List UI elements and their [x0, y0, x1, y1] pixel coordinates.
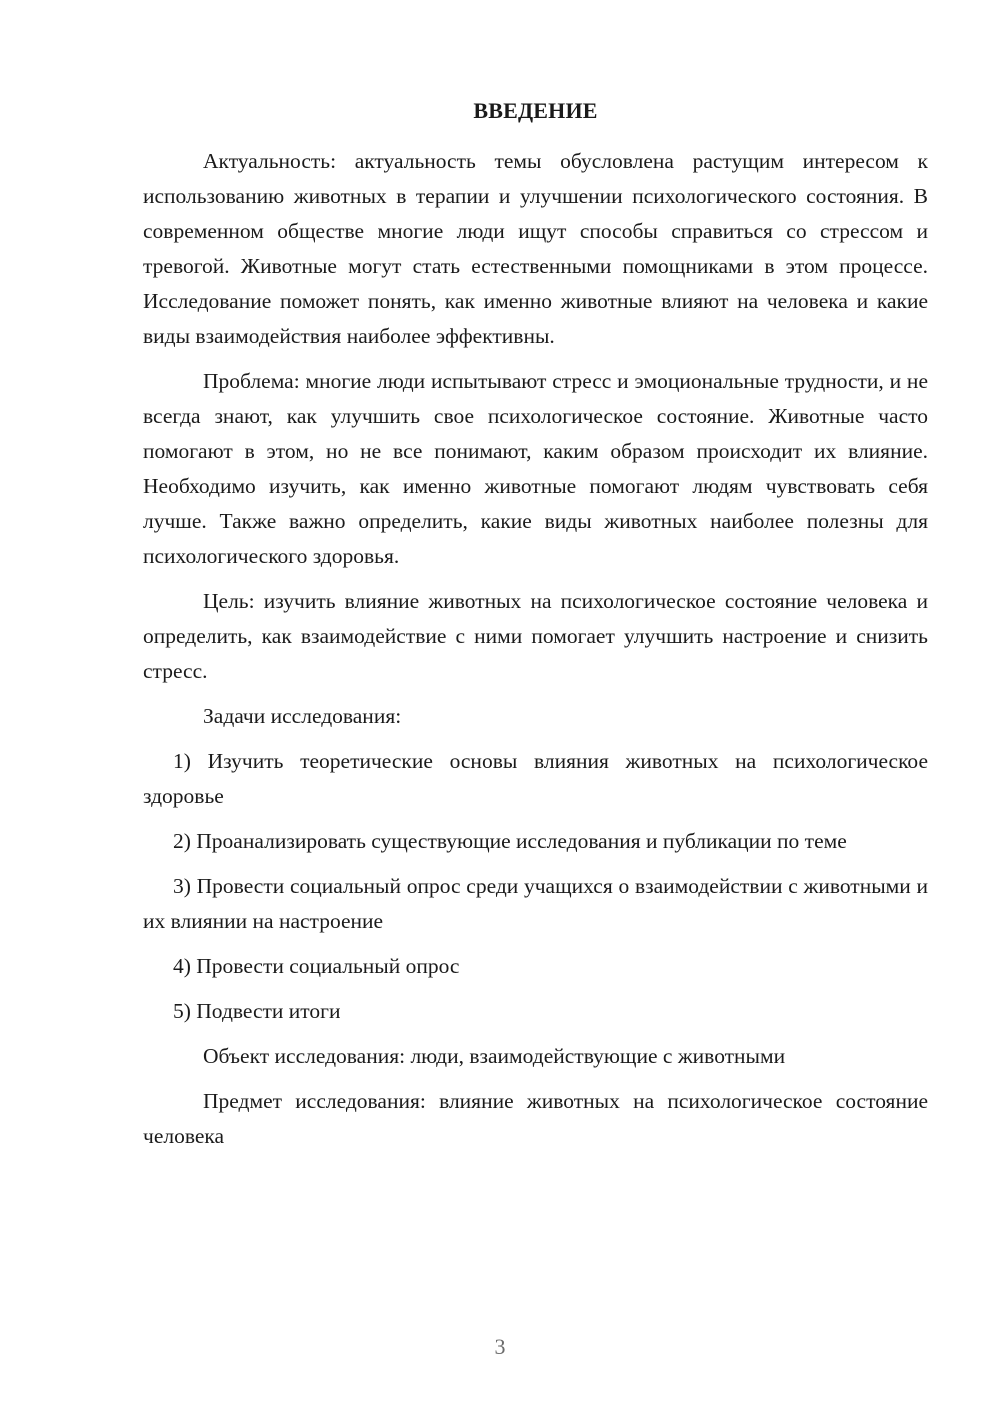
document-page	[143, 96, 928, 1164]
task-item-4: 4) Провести социальный опрос	[173, 954, 460, 978]
paragraph-goal: Цель: изучить влияние животных на психологическое состояние человека и определить, как взаимодействие с ними помогает улучшить настроение и снизить стресс.	[143, 589, 928, 683]
task-item-3: 3) Провести социальный опрос среди учащихся о взаимодействии с животными и их влиянии на настроение	[143, 874, 928, 933]
paragraph-object: Объект исследования: люди, взаимодействующие с животными	[203, 1044, 786, 1068]
task-item-1: 1) Изучить теоретические основы влияния животных на психологическое здоровье	[143, 749, 928, 808]
paragraph-problem: Проблема: многие люди испытывают стресс и эмоциональные трудности, и не всегда знают, как улучшить свое психологическое состояние. Животные часто помогают в этом, но не все понимают, каким образом происходит их влияние. Необходимо изучить, как именно животные помогают людям чувствовать себя лучше. Также важно определить, какие виды животных наиболее полезны для психологического здоровья.	[143, 369, 928, 568]
tasks-heading: Задачи исследования:	[203, 704, 402, 728]
page-number: 3	[494, 1334, 506, 1359]
task-item-5: 5) Подвести итоги	[173, 999, 341, 1023]
document-title: ВВЕДЕНИЕ	[473, 98, 598, 123]
paragraph-subject: Предмет исследования: влияние животных на психологическое состояние человека	[143, 1089, 928, 1148]
task-item-2: 2) Проанализировать существующие исследования и публикации по теме	[173, 829, 847, 853]
paragraph-relevance: Актуальность: актуальность темы обусловлена растущим интересом к использованию животных в терапии и улучшении психологического состояния. В современном обществе многие люди ищут способы справиться со стрессом и тревогой. Животные могут стать естественными помощниками в этом процессе. Исследование поможет понять, как именно животные влияют на человека и какие виды взаимодействия наиболее эффективны.	[143, 149, 928, 348]
